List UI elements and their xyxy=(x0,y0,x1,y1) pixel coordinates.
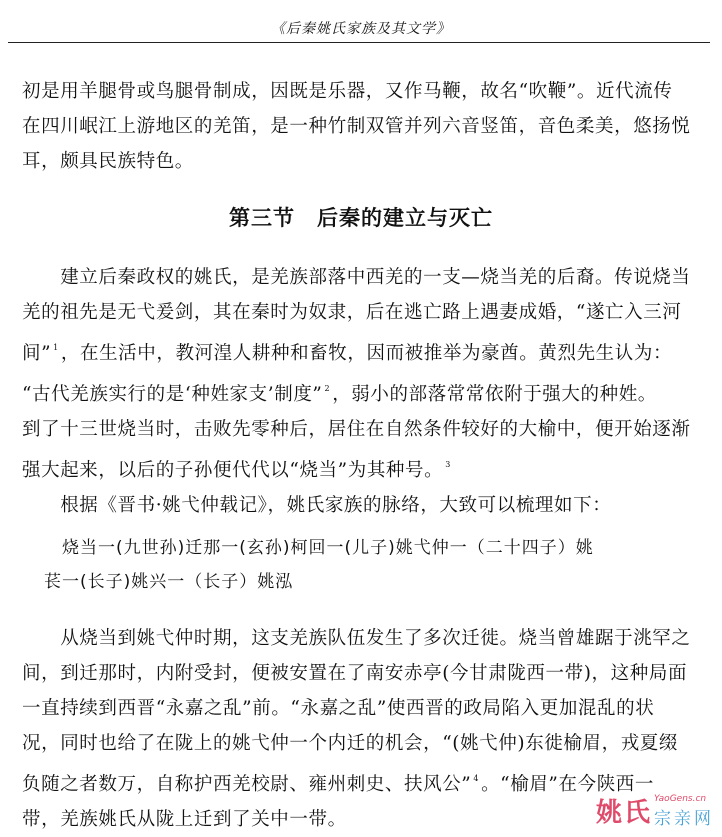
footnote-marker[interactable]: 1 xyxy=(53,343,59,352)
watermark-subtext: 宗亲网 xyxy=(654,809,714,829)
footnote-marker[interactable]: 2 xyxy=(324,384,331,393)
text-line xyxy=(22,447,684,488)
footnote-marker[interactable]: 3 xyxy=(445,460,451,469)
genealogy-line: 苌一(长子)姚兴一（长子）姚泓 xyxy=(44,572,294,592)
text-segment: 负随之者数万，自称护西羌校尉、雍州刺史、扶风公” xyxy=(22,774,472,795)
text-line: 从烧当到姚弋仲时期，这支羌族队伍发生了多次迁徙。烧当曾雄踞于洮罕之 xyxy=(22,628,691,649)
watermark-logo-text: 姚氏 xyxy=(595,798,652,828)
text-line: 建立后秦政权的姚氏，是羌族部落中西羌的一支—烧当羌的后裔。传说烧当 xyxy=(22,267,691,288)
text-segment: ，弱小的部落常常依附于强大的种姓。 xyxy=(332,384,657,405)
text-line: 在四川岷江上游地区的羌笛，是一种竹制双管并列六音竖笛，音色柔美，悠扬悦 xyxy=(22,116,691,137)
site-watermark xyxy=(596,789,714,829)
text-segment: 。“榆眉”在今陕西一 xyxy=(481,774,654,795)
text-line xyxy=(22,330,684,371)
text-line: 耳，颇具民族特色。 xyxy=(22,151,194,172)
footnote-marker[interactable]: 4 xyxy=(473,774,480,783)
origin-paragraph xyxy=(22,260,691,523)
genealogy-lineage xyxy=(44,531,702,599)
genealogy-line: 烧当一(九世孙)迁那一(玄孙)柯回一(儿子)姚弋仲一（二十四子）姚 xyxy=(62,538,594,558)
text-line: 到了十三世烧当时，击败先零种后，居住在自然条件较好的大榆中，便开始逐渐 xyxy=(22,419,691,440)
text-segment: 间” xyxy=(22,343,52,364)
intro-paragraph xyxy=(22,74,691,179)
text-line: 间，到迁那时，内附受封，便被安置在了南安赤亭(今甘肃陇西一带)，这种局面 xyxy=(22,663,688,684)
section-title: 第三节 后秦的建立与灭亡 xyxy=(229,206,493,230)
text-segment: “古代羌族实行的是‘种姓家支’制度” xyxy=(22,384,323,405)
text-line: 一直持续到西晋“永嘉之乱”前。“永嘉之乱”使西晋的政局陷入更加混乱的状 xyxy=(22,698,655,719)
text-line xyxy=(22,761,684,802)
text-line: 带，羌族姚氏从陇上迁到了关中一带。 xyxy=(22,809,347,830)
running-header: 《后秦姚氏家族及其文学》 xyxy=(271,21,451,37)
text-line xyxy=(22,371,684,412)
text-segment: 强大起来，以后的子孙便代代以“烧当”为其种号。 xyxy=(22,460,444,481)
migration-paragraph xyxy=(22,621,691,837)
text-line: 羌的祖先是无弋爰剑，其在秦时为奴隶，后在逃亡路上遇妻成婚，“遂亡入三河 xyxy=(22,302,682,323)
text-segment: ，在生活中，教河湟人耕种和畜牧，因而被推举为豪酋。黄烈先生认为： xyxy=(60,343,673,364)
text-line: 根据《晋书·姚弋仲载记》，姚氏家族的脉络，大致可以梳理如下： xyxy=(22,495,612,516)
text-line: 况，同时也给了在陇上的姚弋仲一个内迁的机会，“(姚弋仲)东徙榆眉，戎夏缀 xyxy=(22,733,678,754)
watermark-url: YaoGens.cn xyxy=(654,794,707,804)
watermark-caption xyxy=(654,794,714,829)
header-rule xyxy=(8,42,710,43)
text-line: 初是用羊腿骨或鸟腿骨制成，因既是乐器，又作马鞭，故名“吹鞭”。近代流传 xyxy=(22,81,673,102)
